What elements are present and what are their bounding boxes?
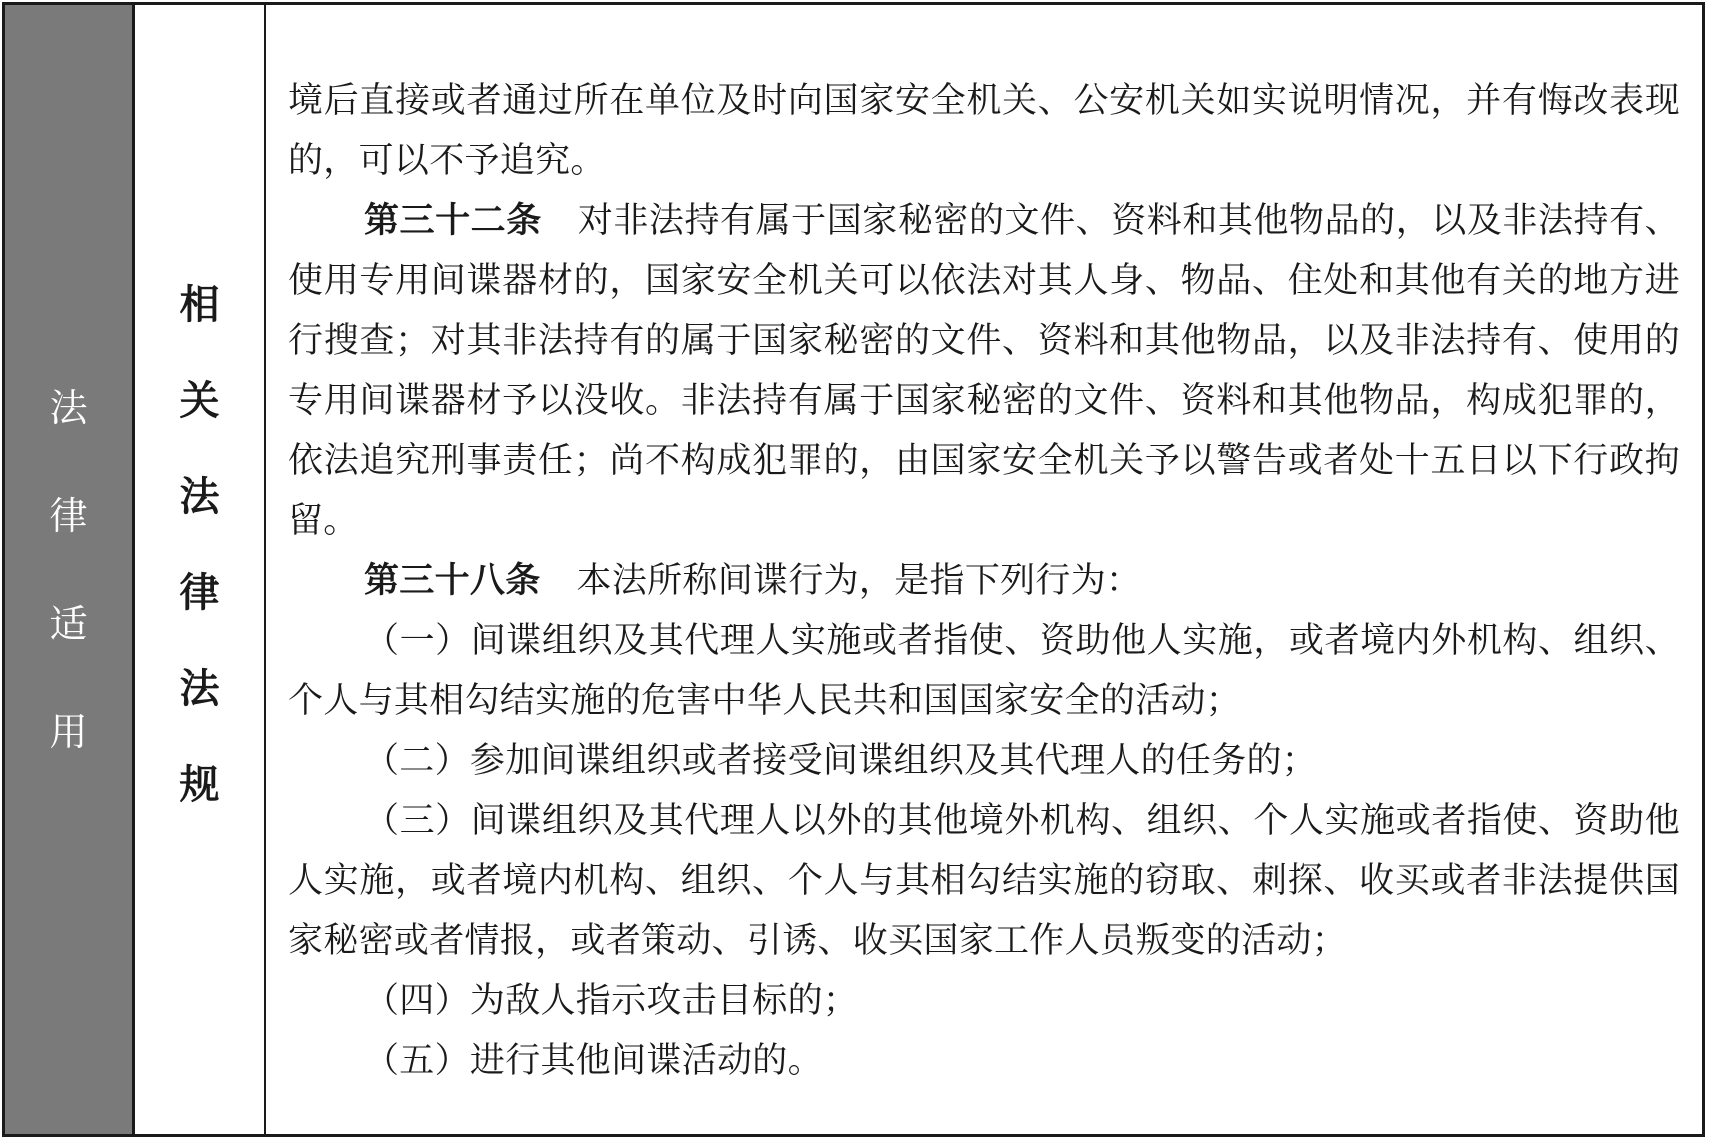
paragraph-text: （二）参加间谍组织或者接受间谍组织及其代理人的任务的； <box>364 741 1318 781</box>
subcategory-char: 规 <box>179 761 220 808</box>
subcategory-char: 律 <box>179 569 220 616</box>
list-item <box>288 971 1680 1031</box>
paragraph <box>288 71 1680 191</box>
paragraph-text: （四）为敌人指示攻击目标的； <box>364 981 859 1021</box>
subcategory-char: 法 <box>179 473 220 520</box>
paragraph-text: 本法所称间谍行为，是指下列行为： <box>576 561 1142 601</box>
paragraph-text: （五）进行其他间谍活动的。 <box>364 1041 823 1081</box>
list-item <box>288 731 1680 791</box>
subcategory-char: 法 <box>179 665 220 712</box>
article-number: 第三十二条 <box>364 201 542 241</box>
law-table <box>2 2 1705 1137</box>
paragraph-text: 境后直接或者通过所在单位及时向国家安全机关、公安机关如实说明情况，并有悔改表现的，可以不予追究。 <box>288 81 1680 181</box>
subcategory-char: 相 <box>179 281 220 328</box>
category-column <box>5 5 135 1134</box>
paragraph-text: （三）间谍组织及其代理人以外的其他境外机构、组织、个人实施或者指使、资助他人实施，或者境内机构、组织、个人与其相勾结实施的窃取、刺探、收买或者非法提供国家秘密或者情报，或者策动、引诱、收买国家工作人员叛变的活动； <box>288 801 1680 961</box>
category-char: 用 <box>49 709 88 754</box>
article-number: 第三十八条 <box>364 561 541 601</box>
content-column <box>266 5 1702 1134</box>
article-paragraph <box>288 191 1680 551</box>
list-item <box>288 611 1680 731</box>
paragraph-text: 对非法持有属于国家秘密的文件、资料和其他物品的，以及非法持有、使用专用间谍器材的，国家安全机关可以依法对其人身、物品、住处和其他有关的地方进行搜查；对其非法持有的属于国家秘密的文件、资料和其他物品，以及非法持有、使用的专用间谍器材予以没收。非法持有属于国家秘密的文件、资料和其他物品，构成犯罪的，依法追究刑事责任；尚不构成犯罪的，由国家安全机关予以警告或者处十五日以下行政拘留。 <box>288 201 1680 541</box>
subcategory-char: 关 <box>179 377 220 424</box>
list-item <box>288 791 1680 971</box>
category-char: 法 <box>49 385 88 430</box>
subcategory-column <box>135 5 266 1134</box>
article-paragraph <box>288 551 1680 611</box>
category-char: 适 <box>49 601 88 646</box>
paragraph-text: （一）间谍组织及其代理人实施或者指使、资助他人实施，或者境内外机构、组织、个人与其相勾结实施的危害中华人民共和国国家安全的活动； <box>288 621 1680 721</box>
category-char: 律 <box>49 493 88 538</box>
list-item <box>288 1031 1680 1091</box>
